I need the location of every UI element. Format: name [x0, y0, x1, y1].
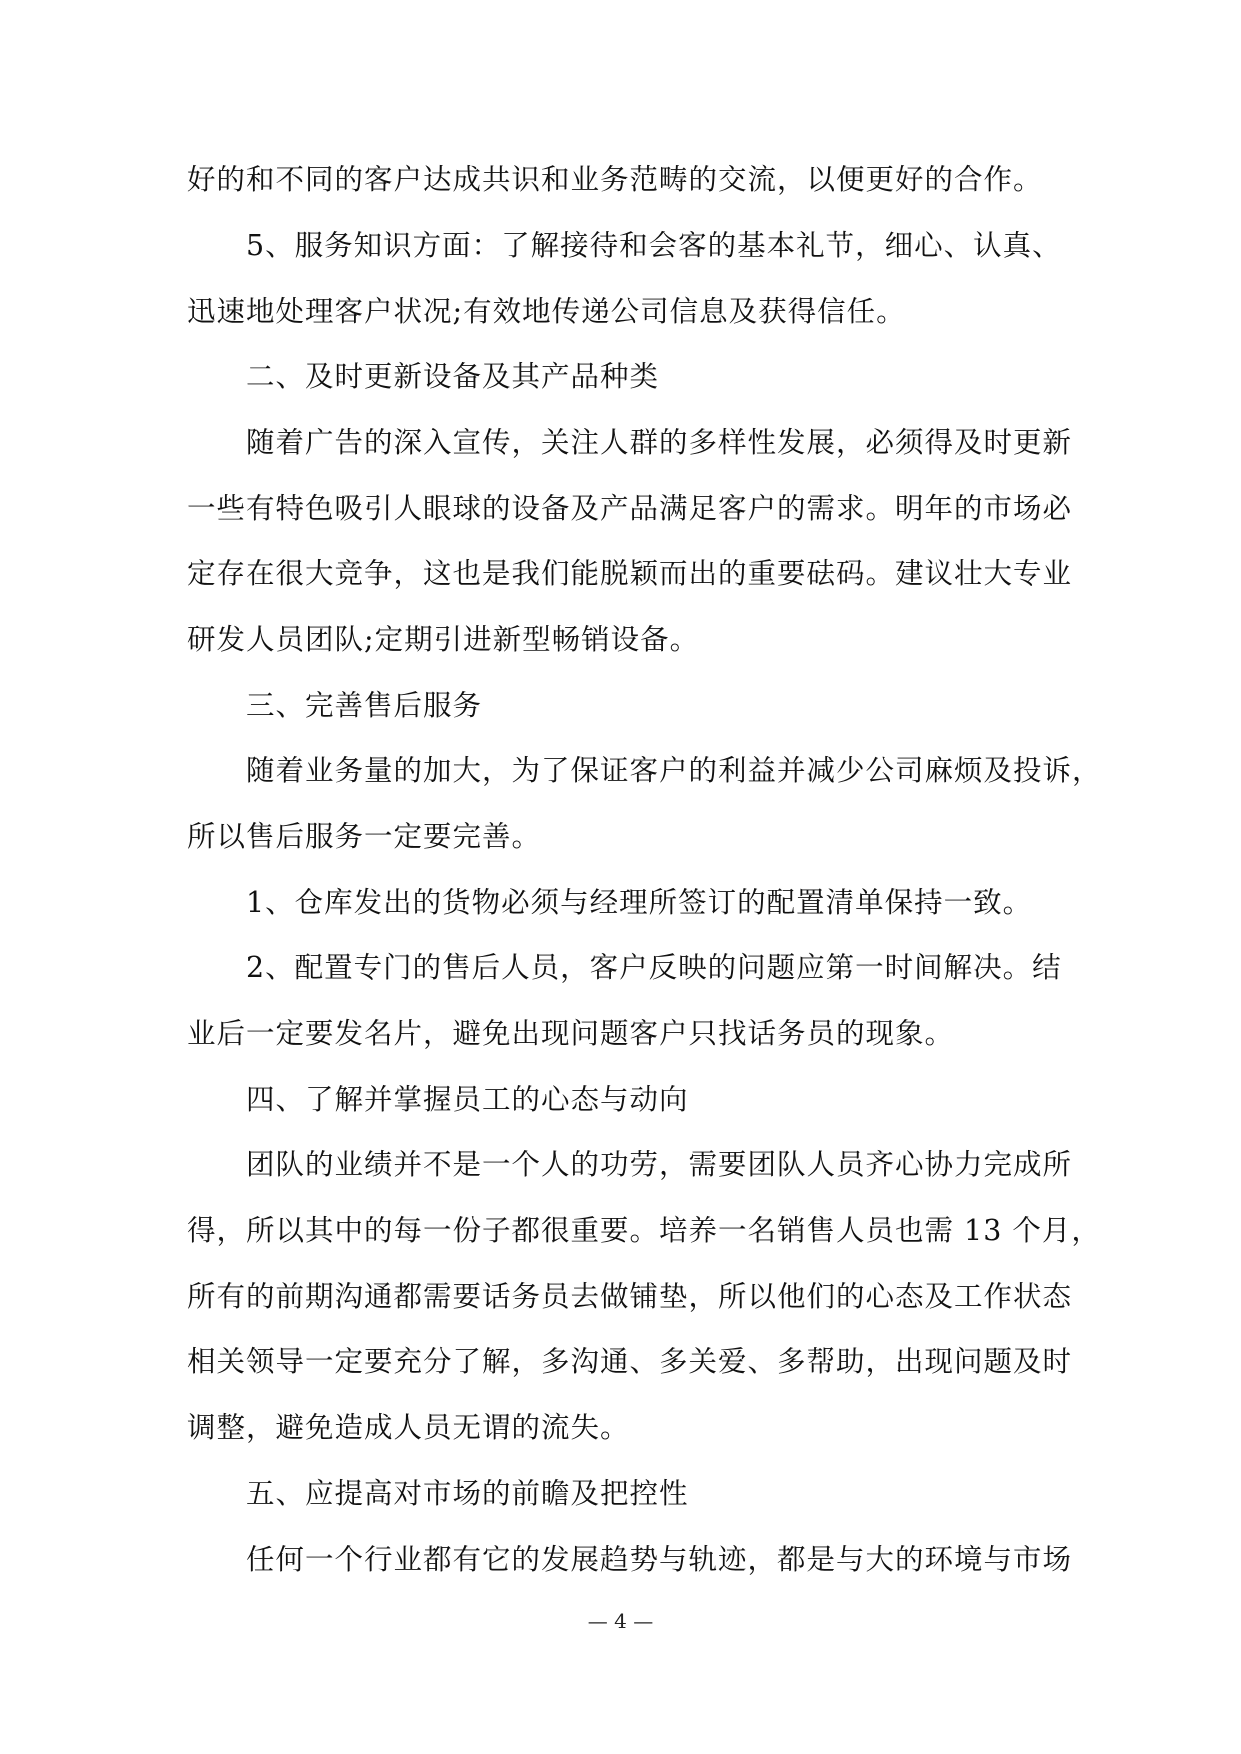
paragraph-line: 相关领导一定要充分了解，多沟通、多关爱、多帮助，出现问题及时	[187, 1345, 1073, 1378]
section-heading: 二、及时更新设备及其产品种类	[246, 360, 660, 393]
paragraph-line: 1、仓库发出的货物必须与经理所签订的配置清单保持一致。	[246, 886, 1033, 919]
paragraph-line: 随着业务量的加大，为了保证客户的利益并减少公司麻烦及投诉，	[246, 754, 1102, 787]
paragraph-line: 定存在很大竞争，这也是我们能脱颖而出的重要砝码。建议壮大专业	[187, 557, 1073, 590]
paragraph-line: 任何一个行业都有它的发展趋势与轨迹，都是与大的环境与市场	[246, 1543, 1073, 1576]
paragraph-line: 所有的前期沟通都需要话务员去做铺垫，所以他们的心态及工作状态	[187, 1280, 1073, 1313]
paragraph-line: 2、配置专门的售后人员，客户反映的问题应第一时间解决。结	[246, 951, 1062, 984]
section-heading: 四、了解并掌握员工的心态与动向	[246, 1083, 689, 1116]
paragraph-line: 得，所以其中的每一份子都很重要。培养一名销售人员也需 13 个月，	[187, 1214, 1101, 1247]
section-heading: 五、应提高对市场的前瞻及把控性	[246, 1477, 689, 1510]
paragraph-line: 团队的业绩并不是一个人的功劳，需要团队人员齐心协力完成所	[246, 1148, 1073, 1181]
paragraph-line: 随着广告的深入宣传，关注人群的多样性发展，必须得及时更新	[246, 426, 1073, 459]
paragraph-line: 业后一定要发名片，避免出现问题客户只找话务员的现象。	[187, 1017, 955, 1050]
paragraph-line: 所以售后服务一定要完善。	[187, 820, 542, 853]
page-number: — 4 —	[587, 1609, 654, 1633]
paragraph-line: 调整，避免造成人员无谓的流失。	[187, 1411, 630, 1444]
paragraph-line: 好的和不同的客户达成共识和业务范畴的交流，以便更好的合作。	[187, 163, 1043, 196]
paragraph-line: 5、服务知识方面：了解接待和会客的基本礼节，细心、认真、	[246, 229, 1062, 262]
paragraph-line: 迅速地处理客户状况;有效地传递公司信息及获得信任。	[187, 295, 906, 328]
section-heading: 三、完善售后服务	[246, 689, 483, 722]
paragraph-line: 一些有特色吸引人眼球的设备及产品满足客户的需求。明年的市场必	[187, 492, 1073, 525]
paragraph-line: 研发人员团队;定期引进新型畅销设备。	[187, 623, 700, 656]
